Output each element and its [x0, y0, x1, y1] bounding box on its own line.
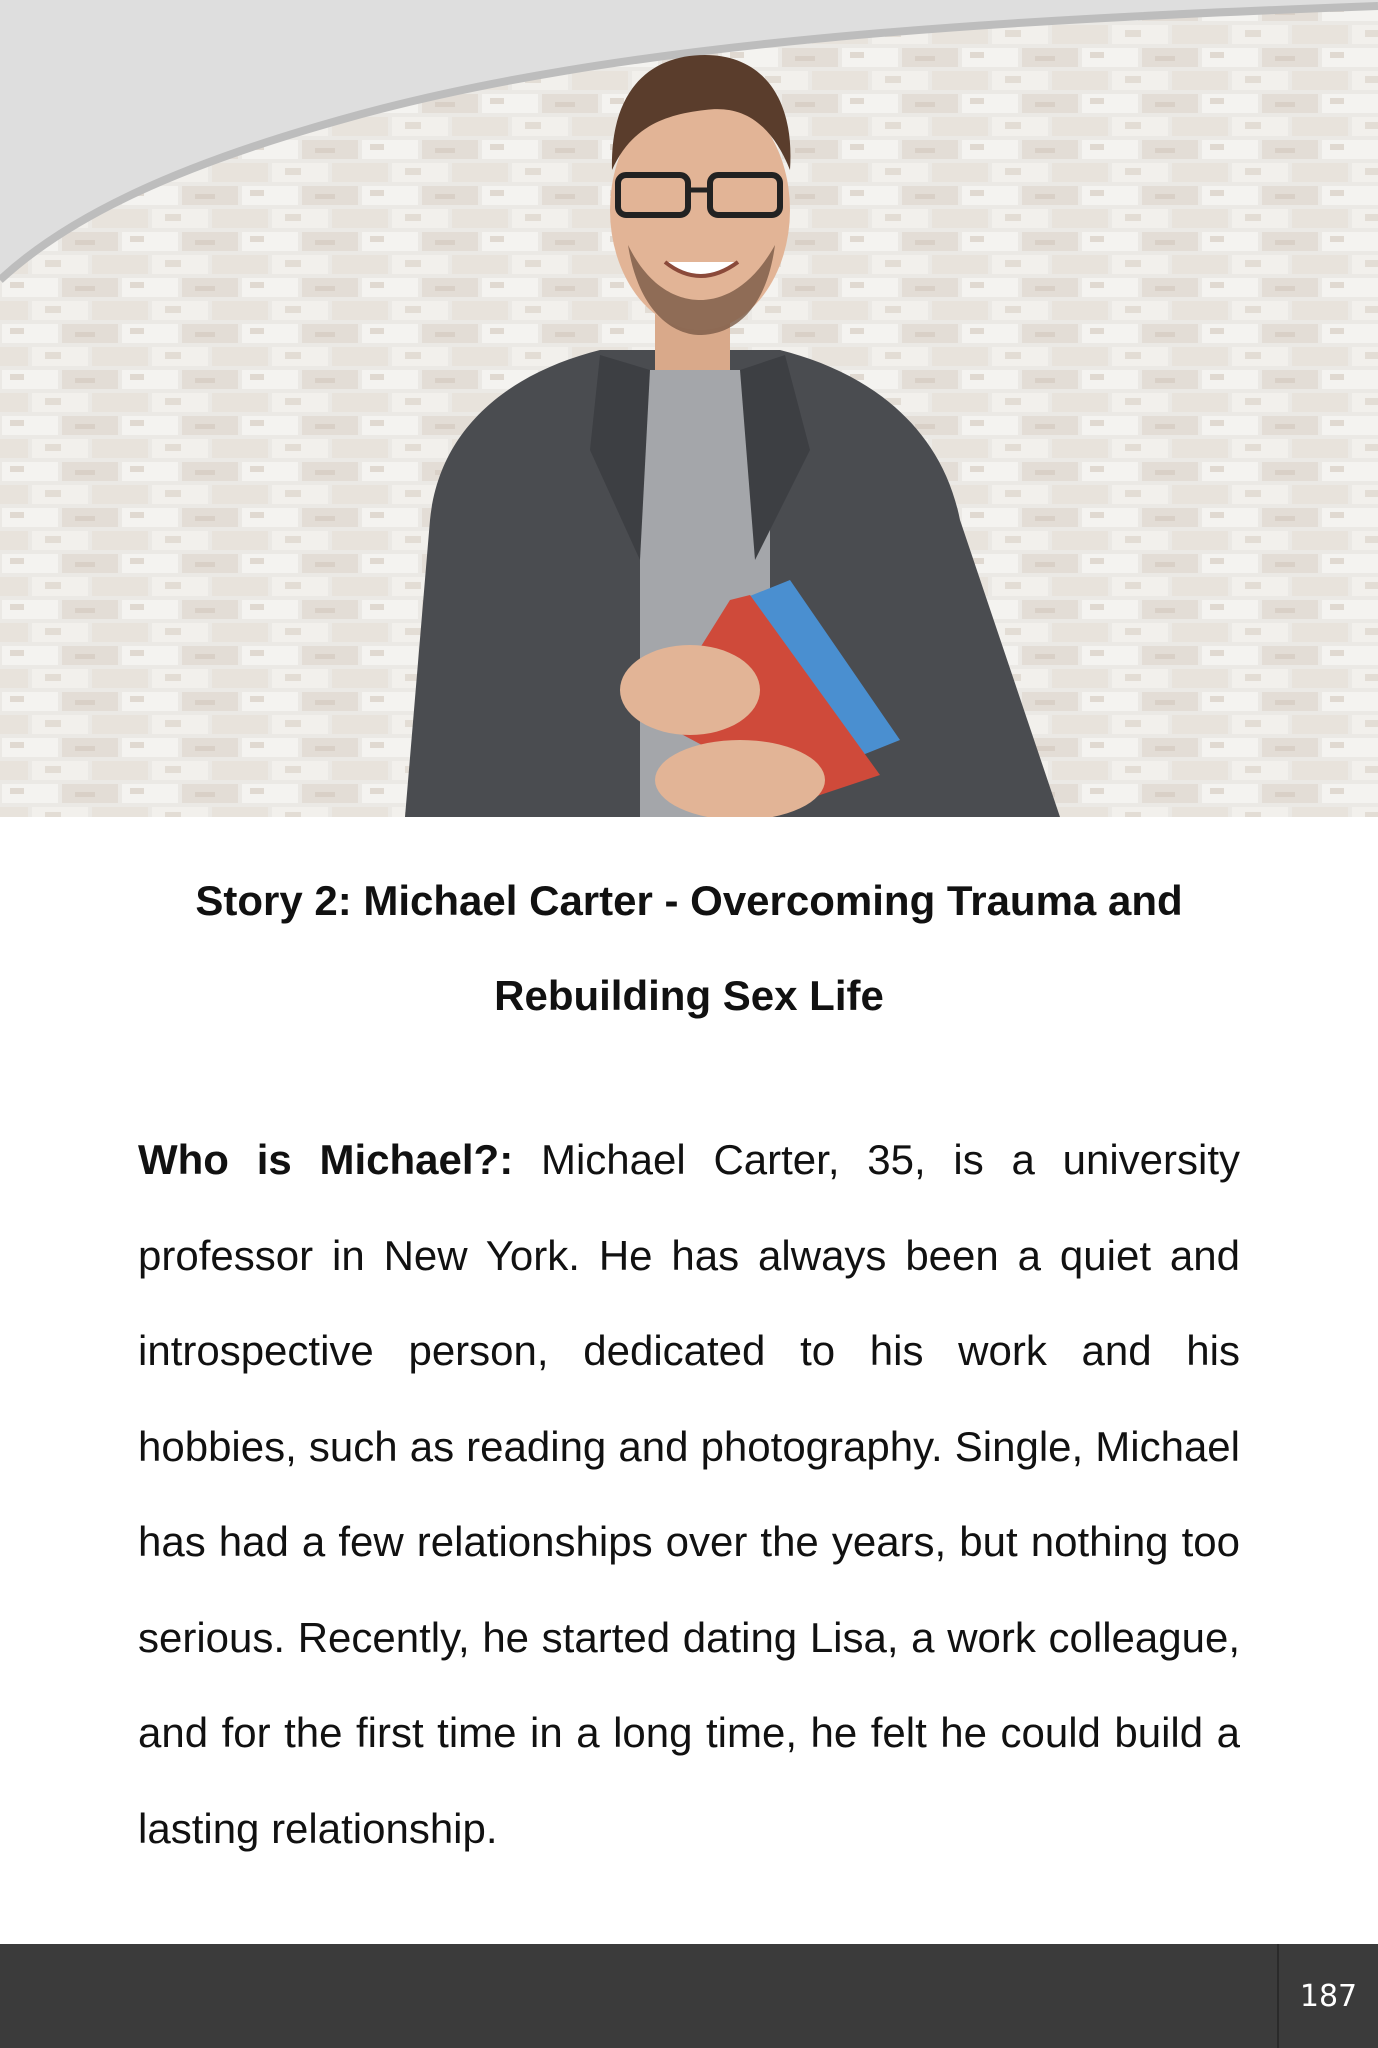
hero-photo-illustration — [0, 0, 1378, 817]
story-section — [0, 817, 1378, 1852]
story-title: Story 2: Michael Carter - Overcoming Trauma and Rebuilding Sex Life — [195, 877, 1183, 1019]
hero-image — [0, 0, 1378, 817]
story-intro-paragraph — [138, 1112, 1240, 1876]
page-number-box — [1277, 1944, 1378, 2048]
intro-label: Who is Michael?: — [138, 1136, 514, 1183]
page-number: 187 — [1299, 1978, 1358, 2014]
intro-text: Michael Carter, 35, is a university professor in New York. He has always been a quiet and introspective person, dedicated to his work and his hobbies, such as reading and photography. Single, Michael has had a few relationships over the years, but nothing too serious. Recently, he started dating Lisa, a work colleague, and for the first time in a long time, he felt he could build a lasting relationship. — [138, 1136, 1240, 1852]
page-footer — [0, 1944, 1378, 2048]
